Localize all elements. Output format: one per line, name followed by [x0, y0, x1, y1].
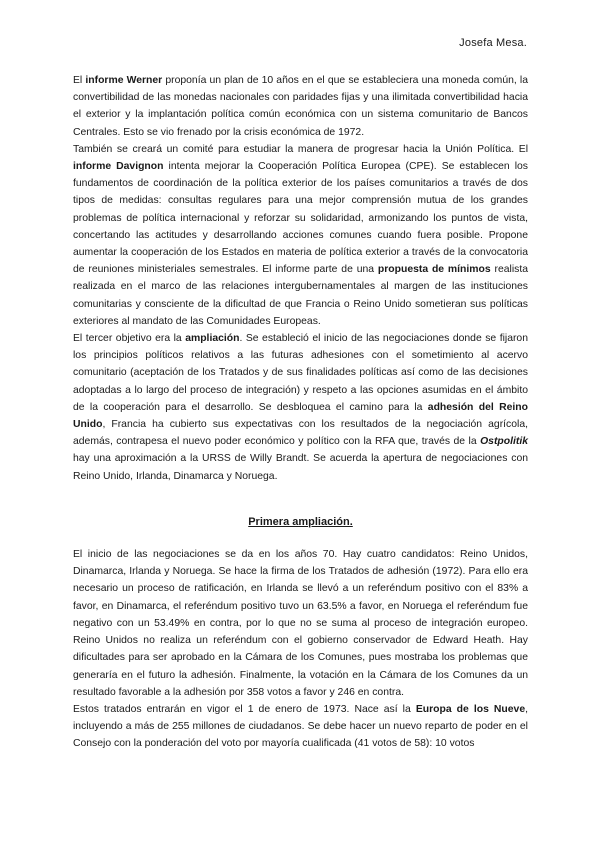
term-ampliacion: ampliación — [185, 333, 240, 345]
document-body — [73, 72, 528, 753]
section-heading: Primera ampliación. — [248, 515, 353, 528]
paragraph-davignon: También se creará un comité para estudiar la manera de progresar hacia la Unión Política. El informe Davignon intenta mejorar la Cooperación Política Europea (CPE). Se establecen los fundamentos de coordinación de la política exterior de los países comunitarios a través de dos tipos de medidas: consultas regulares para una mejor comprensión mutua de los grandes problemas de política internacional y reforzar su solidaridad, armonizando los puntos de vista, concertando las actitudes y desarrollando acciones comunes cuando fuera posible. Propone aumentar la cooperación de los Estados en materia de política exterior a través de la convocatoria de reuniones ministeriales semestrales. El informe parte de una propuesta de mínimos realista realizada en el marco de las relaciones intergubernamentales al margen de las instituciones comunitarias y consciente de la dificultad de que Francia o Reino Unido sometieran sus políticas exteriores al mandato de las Comunidades Europeas. — [73, 143, 529, 327]
term-adhesion-reino-unido: adhesión del Reino Unido — [73, 401, 528, 431]
paragraph-tratados: Estos tratados entrarán en vigor el 1 de enero de 1973. Nace así la Europa de los Nueve, incluyendo a más de 255 millones de ciudadanos. Se debe hacer un nuevo reparto de poder en el Consejo con la ponderación del voto por mayoría cualificada (41 votos de 58): 10 votos — [73, 703, 528, 750]
term-europa-nueve: Europa de los Nueve — [415, 703, 526, 715]
spacer — [73, 485, 528, 502]
term-informe-werner: informe Werner — [85, 75, 163, 86]
term-ostpolitik: Ostpolitik — [480, 436, 528, 448]
paragraph-werner: El informe Werner proponía un plan de 10 años en el que se estableciera una moneda común, la convertibilidad de las monedas nacionales con paridades fijas y una ilimitada convertibilidad hacia el exterior y la implantación política común económica con un sistema comunitario de Bancos Centrales. Esto se vio frenado por la crisis económica de 1972. — [73, 75, 528, 138]
author-header: Josefa Mesa. — [459, 37, 527, 49]
term-propuesta-minimos: propuesta de mínimos — [377, 264, 491, 276]
term-informe-davignon: informe Davignon — [73, 161, 164, 173]
paragraph-ampliacion: El tercer objetivo era la ampliación. Se estableció el inicio de las negociaciones donde se fijaron los principios políticos relativos a las futuras adhesiones con el sometimiento al acervo comunitario (aceptación de los Tratados y de sus finalidades políticas así como de las decisiones adoptadas a lo largo del proceso de integración) y respeto a las opciones asumidas en el ámbito de la cooperación para el desarrollo. Se desbloquea el camino para la adhesión del Reino Unido, Francia ha cubierto sus expectativas con los resultados de la negociación agrícola, además, contrapesa el nuevo poder económico y político con la RFA que, través de la Ostpolitik hay una aproximación a la URSS de Willy Brandt. Se acuerda la apertura de negociaciones con Reino Unido, Irlanda, Dinamarca y Noruega. — [73, 333, 528, 482]
paragraph-negociaciones: El inicio de las negociaciones se da en los años 70. Hay cuatro candidatos: Reino Unidos, Dinamarca, Irlanda y Noruega. Se hace la firma de los Tratados de adhesión (1972). Para ello era necesario un proceso de ratificación, en Irlanda se llevó a un referéndum positivo con el 83% a favor, en Dinamarca, el referéndum positivo tuvo un 63.5% a favor, en Noruega el referéndum fue negativo con un 53.49% en contra, por lo que no se suma al proceso de integración europeo. Reino Unidos no realiza un referéndum con el gobierno conservador de Edward Heath. Hay dificultades para ser aprobado en la Cámara de los Comunes, pues mostraba los problemas que generaría en el futuro la adhesión. Finalmente, la votación en la Cámara de los Comunes da un resultado favorable a la adhesión por 358 votos a favor y 246 en contra. — [73, 549, 528, 698]
